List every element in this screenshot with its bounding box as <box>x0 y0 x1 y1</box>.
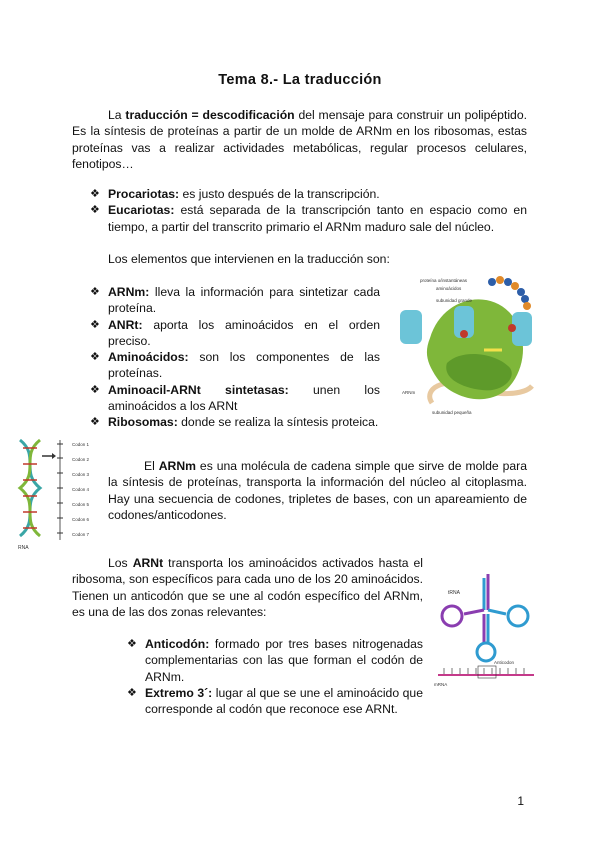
dna-strand <box>20 440 40 536</box>
elements-intro: Los elementos que intervienen en la traducción son: <box>108 252 390 266</box>
page-title: Tema 8.- La traducción <box>218 72 382 88</box>
ribosome-label: aminoácidos <box>436 286 462 291</box>
trna-figure <box>430 570 542 694</box>
trna-shape <box>400 310 422 344</box>
ribosome-label: subunidad pequeña <box>432 410 472 415</box>
codon-label: Codon 2 <box>72 457 90 462</box>
ribosome-label: proteína o/instantáneas <box>420 278 468 283</box>
codon-label: Codon 4 <box>72 487 90 492</box>
intro-paragraph: La traducción = descodificación del mensaje para construir un polipéptido. Es la síntesis de proteínas a partir de un molde de ARNm en los ribosomas, estas proteínas vas a realizar actividades metabólicas, regular procesos celulares, fenotipos… <box>72 108 527 171</box>
list-item: ❖ Procariotas: es justo después de la transcripción. <box>90 187 380 201</box>
diamond-bullet-icon: ❖ <box>90 286 100 298</box>
list-item: ❖ Eucariotas: está separada de la transcripción tanto en espacio como en tiempo, a partir del transcrito primario el ARNm maduro sale del núcleo. <box>90 203 527 234</box>
ribosome-figure <box>392 268 542 418</box>
codon-label: Codon 5 <box>72 502 90 507</box>
list-item: ❖ Ribosomas: donde se realiza la síntesis proteica. <box>90 415 379 430</box>
diamond-bullet-icon: ❖ <box>90 416 100 429</box>
list-item: ❖ ARNm: lleva la información para sintetizar cada proteína. <box>90 285 380 316</box>
dna-codon-figure <box>14 436 98 552</box>
bullet-list-elements <box>90 284 381 431</box>
list-item: ❖ Aminoácidos: son los componentes de las proteínas. <box>90 350 380 381</box>
list-item: ❖ Extremo 3´: lugar al que se une el aminoácido que corresponde al codón que reconoce ese ARNt. <box>127 685 423 717</box>
diamond-bullet-icon: ❖ <box>90 204 100 217</box>
diamond-bullet-icon: ❖ <box>90 383 100 396</box>
codon-label: Codon 7 <box>72 532 90 537</box>
arnt-paragraph: Los ARNt transporta los aminoácidos activados hasta el ribosoma, son específicos para cada uno de los 20 aminoácidos. Tienen un anticodón que se une al codón específico del ARNm, es una de las dos zonas relevantes: <box>72 556 423 619</box>
ribosome-label: subunidad grande <box>436 298 473 303</box>
list-item: ❖ Aminoacil-ARNt sintetasas: unen los aminoácidos a los ARNt <box>90 382 381 414</box>
list-item: ❖ Anticodón: formado por tres bases nitrogenadas complementarias con las que forman el codón de ARNm. <box>127 637 423 684</box>
trna-label: tRNA <box>448 590 460 596</box>
codon-label: Codon 1 <box>72 442 90 447</box>
page-number: 1 <box>517 794 524 808</box>
codon-label: Codon 3 <box>72 472 90 477</box>
diamond-bullet-icon: ❖ <box>90 188 100 200</box>
bullet-list-trna <box>127 636 423 717</box>
list-item: ❖ ANRt: aporta los aminoácidos en el orden preciso. <box>90 317 380 348</box>
arnm-paragraph: El ARNm es una molécula de cadena simple que sirve de molde para la síntesis de proteínas, transporta la información del núcleo al citoplasma. Hay una secuencia de codones, tripletes de bases, con un apareamiento de codones/anticodones. <box>108 459 527 522</box>
diamond-bullet-icon: ❖ <box>127 638 137 650</box>
bullet-list-organisms <box>90 186 527 235</box>
diamond-bullet-icon: ❖ <box>90 351 100 364</box>
dna-caption: RNA <box>18 545 29 551</box>
trna-label: Anticodon <box>494 660 515 665</box>
mrna-strand <box>438 674 534 676</box>
diamond-bullet-icon: ❖ <box>127 686 137 699</box>
trna-label: mRNA <box>434 682 448 687</box>
ribosome-label: ARNm <box>402 390 416 395</box>
codon-label: Codon 6 <box>72 517 90 522</box>
diamond-bullet-icon: ❖ <box>90 318 100 331</box>
